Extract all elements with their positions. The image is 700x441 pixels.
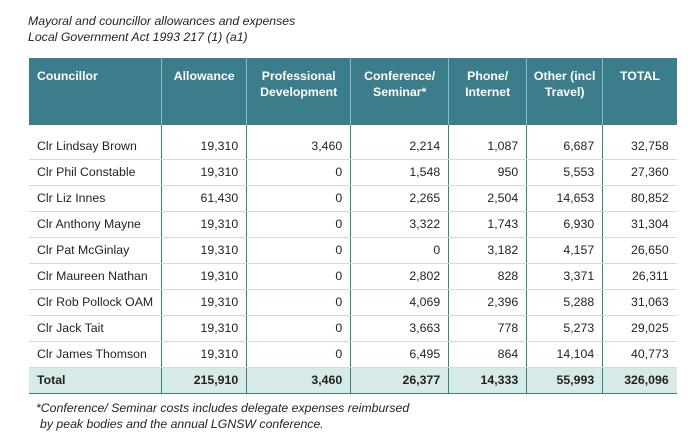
cell-phone: 778 [449,315,527,341]
cell-other: 6,930 [527,211,603,237]
cell-total: 32,758 [603,133,677,159]
footnote-line-2: by peak bodies and the annual LGNSW conference. [40,417,324,431]
cell-total: 40,773 [603,341,677,367]
totals-total: 326,096 [603,367,677,393]
totals-professional: 3,460 [247,367,351,393]
cell-professional: 0 [247,289,351,315]
cell-allowance: 19,310 [162,237,247,263]
cell-allowance: 19,310 [162,315,247,341]
cell-allowance: 19,310 [162,341,247,367]
table-row [29,211,677,237]
allowances-table [29,58,677,394]
cell-councillor: Clr Pat McGinlay [29,237,162,263]
cell-allowance: 19,310 [162,211,247,237]
cell-professional: 3,460 [247,133,351,159]
table-row [29,289,677,315]
cell-total: 29,025 [603,315,677,341]
totals-phone: 14,333 [449,367,527,393]
totals-conference: 26,377 [351,367,449,393]
cell-other: 14,104 [527,341,603,367]
cell-councillor: Clr Rob Pollock OAM [29,289,162,315]
header-allowance: Allowance [162,58,247,125]
cell-professional: 0 [247,263,351,289]
cell-conference: 2,265 [351,185,449,211]
cell-conference: 2,802 [351,263,449,289]
cell-councillor: Clr Maureen Nathan [29,263,162,289]
header-conference-seminar: Conference/ Seminar* [351,58,449,125]
cell-other: 5,288 [527,289,603,315]
cell-professional: 0 [247,211,351,237]
header-row [29,58,677,125]
cell-phone: 1,743 [449,211,527,237]
cell-other: 3,371 [527,263,603,289]
header-other: Other (incl Travel) [527,58,603,125]
cell-allowance: 19,310 [162,289,247,315]
cell-other: 6,687 [527,133,603,159]
cell-councillor: Clr Liz Innes [29,185,162,211]
cell-other: 14,653 [527,185,603,211]
cell-professional: 0 [247,237,351,263]
cell-phone: 828 [449,263,527,289]
cell-conference: 3,322 [351,211,449,237]
table-caption [28,13,295,45]
cell-phone: 3,182 [449,237,527,263]
table-row [29,185,677,211]
cell-councillor: Clr Jack Tait [29,315,162,341]
footnote [36,400,409,432]
table-row [29,237,677,263]
cell-total: 26,650 [603,237,677,263]
cell-professional: 0 [247,159,351,185]
cell-other: 4,157 [527,237,603,263]
caption-subtitle: Local Government Act 1993 217 (1) (a1) [28,30,248,44]
cell-allowance: 19,310 [162,133,247,159]
cell-allowance: 61,430 [162,185,247,211]
cell-allowance: 19,310 [162,263,247,289]
cell-conference: 1,548 [351,159,449,185]
cell-phone: 950 [449,159,527,185]
cell-total: 27,360 [603,159,677,185]
cell-total: 80,852 [603,185,677,211]
cell-councillor: Clr Lindsay Brown [29,133,162,159]
table-row [29,263,677,289]
cell-total: 31,304 [603,211,677,237]
cell-councillor: Clr Anthony Mayne [29,211,162,237]
cell-phone: 2,504 [449,185,527,211]
cell-phone: 1,087 [449,133,527,159]
header-councillor: Councillor [29,58,162,125]
totals-allowance: 215,910 [162,367,247,393]
table-row [29,159,677,185]
totals-label: Total [29,367,162,393]
cell-phone: 2,396 [449,289,527,315]
cell-other: 5,553 [527,159,603,185]
cell-phone: 864 [449,341,527,367]
cell-conference: 2,214 [351,133,449,159]
cell-total: 31,063 [603,289,677,315]
cell-professional: 0 [247,315,351,341]
cell-professional: 0 [247,185,351,211]
cell-other: 5,273 [527,315,603,341]
cell-allowance: 19,310 [162,159,247,185]
header-total: TOTAL [603,58,677,125]
header-phone-internet: Phone/ Internet [449,58,527,125]
cell-total: 26,311 [603,263,677,289]
caption-title: Mayoral and councillor allowances and expenses [28,14,296,28]
footnote-line-1: *Conference/ Seminar costs includes delegate expenses reimbursed [36,401,410,415]
header-professional-development: Professional Development [247,58,351,125]
totals-row [29,367,677,393]
table-row [29,315,677,341]
totals-other: 55,993 [527,367,603,393]
cell-conference: 0 [351,237,449,263]
cell-councillor: Clr Phil Constable [29,159,162,185]
cell-professional: 0 [247,341,351,367]
table-row [29,133,677,159]
cell-councillor: Clr James Thomson [29,341,162,367]
table-row [29,341,677,367]
cell-conference: 4,069 [351,289,449,315]
cell-conference: 6,495 [351,341,449,367]
cell-conference: 3,663 [351,315,449,341]
